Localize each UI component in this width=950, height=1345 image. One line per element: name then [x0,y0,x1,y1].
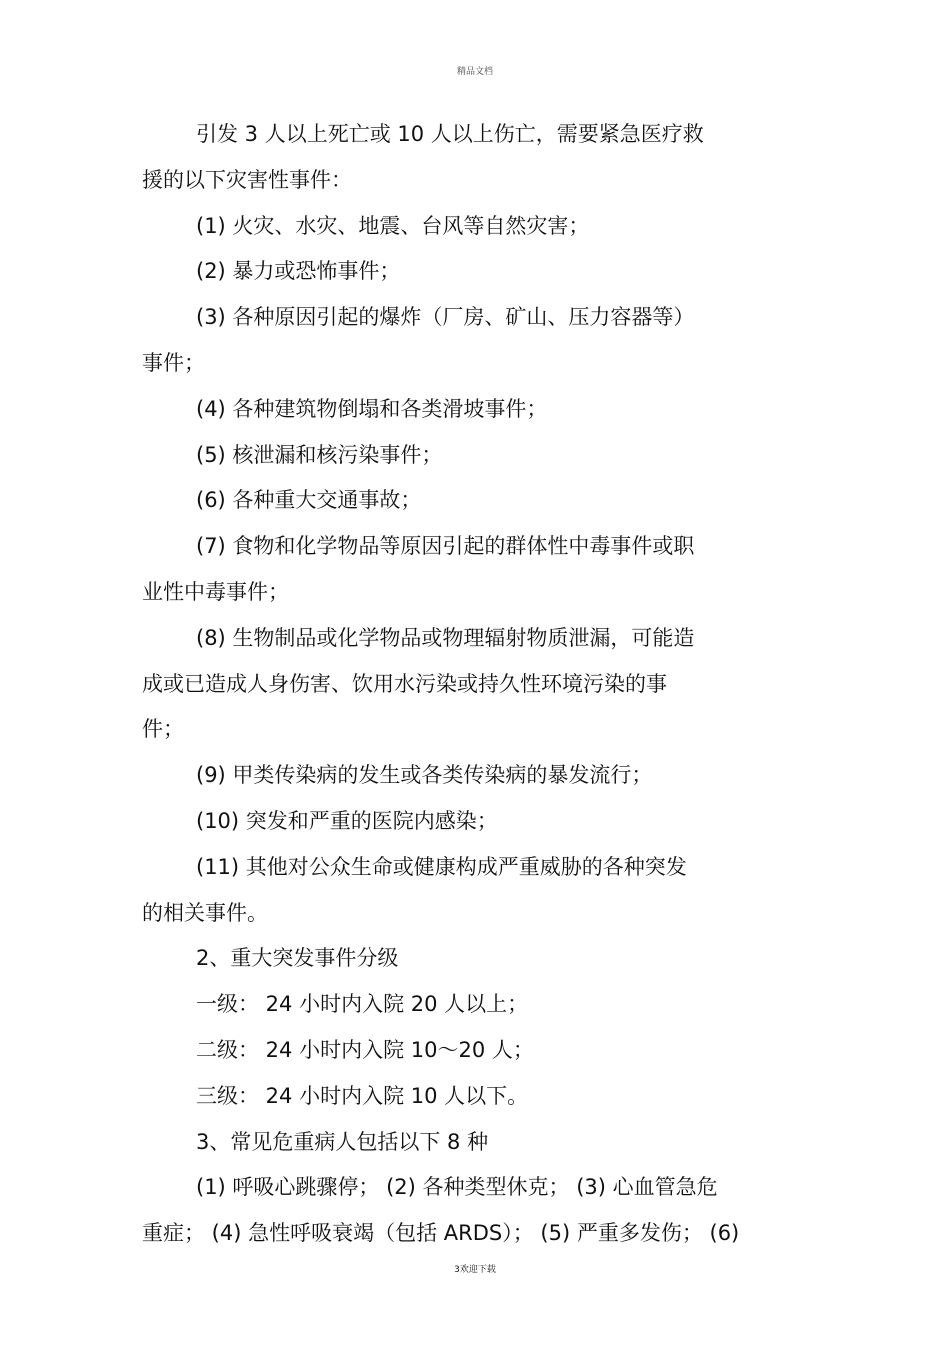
list-item: (3) 各种原因引起的爆炸（厂房、矿山、压力容器等） [196,305,695,330]
document-body [142,112,812,1257]
footer-text: 欢迎下载 [459,1265,496,1275]
list-item: (10) 突发和严重的医院内感染； [196,808,498,833]
header-text: 精品文档 [456,67,493,77]
text-line: 重症； (4) 急性呼吸衰竭（包括 ARDS）； (5) 严重多发伤； (6) [142,1221,740,1246]
section-heading: 2、重大突发事件分级 [196,946,399,971]
page-header [0,64,950,77]
grade-item: 二级： 24 小时内入院 10～20 人； [196,1037,534,1062]
text-line: 成或已造成人身伤害、饮用水污染或持久性环境污染的事 [142,671,667,696]
page-number: 3 [454,1265,460,1275]
text-line: 援的以下灾害性事件： [142,167,352,192]
list-item: (2) 暴力或恐怖事件； [196,259,401,284]
list-item: (1) 火灾、水灾、地震、台风等自然灾害； [196,213,590,238]
list-item: (5) 核泄漏和核污染事件； [196,442,443,467]
text-line: 件； [142,717,184,742]
list-item: (9) 甲类传染病的发生或各类传染病的暴发流行； [196,763,653,788]
list-item: (11) 其他对公众生命或健康构成严重威胁的各种突发 [196,854,687,879]
grade-item: 一级： 24 小时内入院 20 人以上； [196,992,529,1017]
list-item: (7) 食物和化学物品等原因引起的群体性中毒事件或职 [196,534,695,559]
list-item: (8) 生物制品或化学物品或物理辐射物质泄漏，可能造 [196,625,695,650]
text-line: 事件； [142,350,205,375]
page-footer [0,1262,950,1275]
text-line: 业性中毒事件； [142,579,289,604]
list-item: (6) 各种重大交通事故； [196,488,422,513]
text-line: 引发 3 人以上死亡或 10 人以上伤亡，需要紧急医疗救 [196,122,704,146]
section-heading: 3、常见危重病人包括以下 8 种 [196,1129,489,1154]
list-item: (4) 各种建筑物倒塌和各类滑坡事件； [196,396,548,421]
text-line: (1) 呼吸心跳骤停； (2) 各种类型休克； (3) 心血管急危 [196,1175,718,1200]
grade-item: 三级： 24 小时内入院 10 人以下。 [196,1083,529,1108]
text-line: 的相关事件。 [142,900,268,925]
